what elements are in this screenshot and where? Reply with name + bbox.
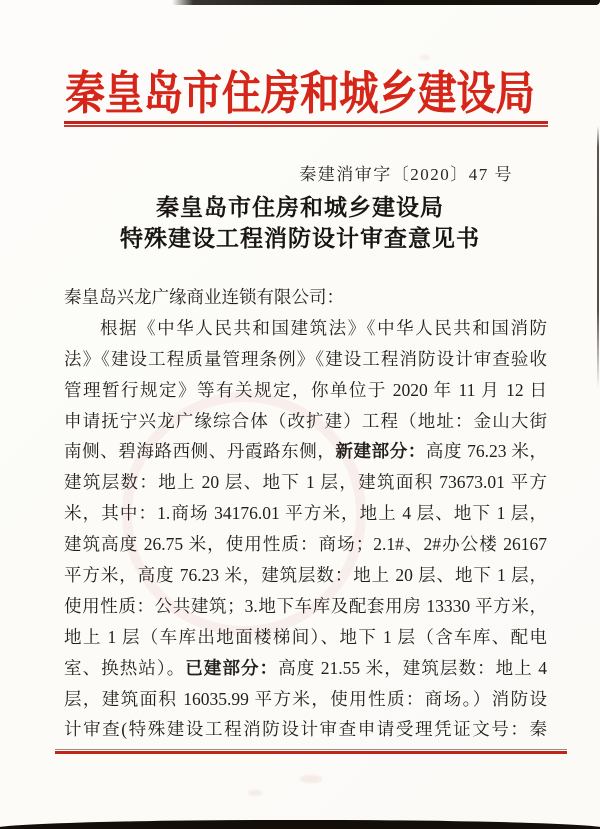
document-title-line2: 特殊建设工程消防设计审查意见书 <box>120 226 480 251</box>
body-segment: 根据《中华人民共和国建筑法》《中华人民共和国消防 <box>100 317 547 338</box>
emphasis-text: 新建部分： <box>335 441 426 462</box>
body-line <box>64 344 547 375</box>
footer-divider <box>55 749 567 754</box>
body-segment: 层，建筑面积 16035.99 平方米，使用性质：商场。）消防设 <box>64 688 547 709</box>
body-line <box>64 282 547 313</box>
body-line <box>64 684 547 715</box>
scan-speck <box>248 790 262 796</box>
body-text <box>64 282 547 745</box>
body-line <box>64 467 547 498</box>
body-line <box>64 436 547 467</box>
doc-number: 秦建消审字〔2020〕47 号 <box>299 165 513 184</box>
body-segment: 室、换热站）。 <box>64 657 186 678</box>
body-segment: 计审查(特殊建设工程消防设计审查申请受理凭证文号：秦 <box>64 719 547 740</box>
body-segment: 管理暂行规定》等有关规定，你单位于 2020 年 11 月 12 日 <box>64 379 547 400</box>
body-line <box>64 622 547 653</box>
letterhead-divider-thick-line <box>64 121 548 124</box>
body-line <box>64 714 547 745</box>
body-segment: 秦皇岛兴龙广缘商业连锁有限公司： <box>64 287 344 307</box>
scan-edge-right <box>597 126 599 388</box>
body-segment: 高度 76.23 米， <box>425 441 547 462</box>
body-line <box>64 591 547 622</box>
document-title-line1: 秦皇岛市住房和城乡建设局 <box>156 195 444 220</box>
body-segment: 使用性质：公共建筑；3.地下车库及配套用房 13330 平方米， <box>64 595 547 616</box>
body-segment: 平方米，高度 76.23 米，建筑层数：地上 20 层、地下 1 层， <box>64 565 547 586</box>
body-line <box>64 406 547 437</box>
body-line <box>64 375 547 406</box>
emphasis-text: 已建部分： <box>185 657 279 678</box>
body-segment: 申请抚宁兴龙广缘综合体（改扩建）工程（地址：金山大街 <box>64 410 547 431</box>
letterhead-org-name: 秦皇岛市住房和城乡建设局 <box>65 68 535 119</box>
body-segment: 高度 21.55 米，建筑层数：地上 4 <box>278 657 547 678</box>
document-title <box>0 192 600 254</box>
body-segment: 法》《建设工程质量管理条例》《建设工程消防设计审查验收 <box>64 348 547 369</box>
body-segment: 建筑层数：地上 20 层、地下 1 层，建筑面积 73673.01 平方 <box>64 472 547 493</box>
body-segment: 米，其中：1.商场 34176.01 平方米，地上 4 层、地下 1 层， <box>64 503 547 524</box>
scan-speck <box>300 775 322 783</box>
body-line <box>64 653 547 684</box>
body-segment: 建筑高度 26.75 米，使用性质：商场；2.1#、2#办公楼 26167 <box>64 534 547 555</box>
body-segment: 南侧、碧海路西侧、丹霞路东侧， <box>64 441 336 462</box>
scan-edge-bottom <box>0 820 600 829</box>
scan-edge-top <box>172 0 600 5</box>
body-segment: 地上 1 层（车库出地面楼梯间）、地下 1 层（含车库、配电 <box>64 626 547 647</box>
letterhead-divider-thin-line <box>64 125 548 126</box>
body-line <box>64 313 547 344</box>
body-line <box>64 560 547 591</box>
letterhead-divider <box>64 121 548 127</box>
footer-divider-red-line <box>55 751 567 753</box>
body-line <box>64 498 547 529</box>
footer-divider-gray-line <box>55 749 567 750</box>
body-line <box>64 529 547 560</box>
